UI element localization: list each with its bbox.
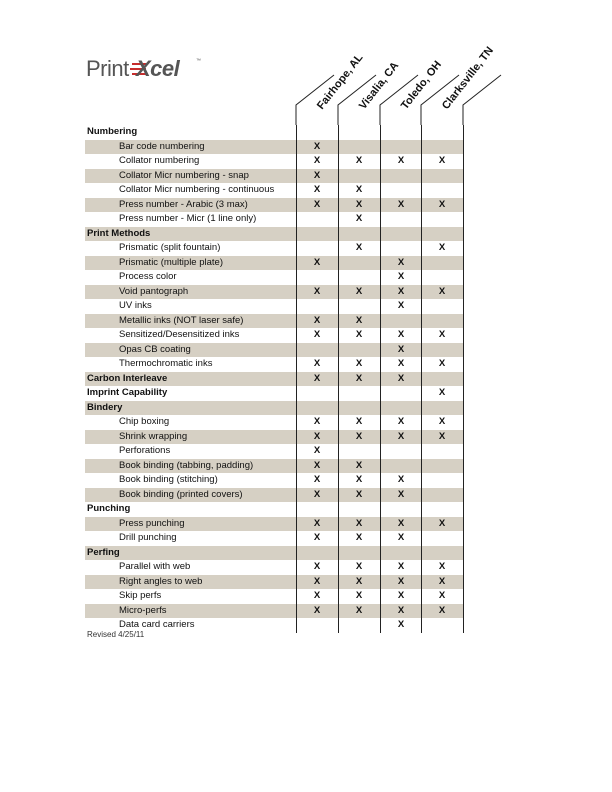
capability-mark: X (397, 358, 405, 369)
capability-mark: X (355, 474, 363, 485)
capability-mark: X (397, 198, 405, 210)
capability-mark: X (355, 242, 363, 253)
table-row (85, 212, 463, 227)
capability-mark: X (313, 517, 321, 529)
capability-mark: X (397, 561, 405, 572)
table-row (85, 285, 463, 300)
capability-mark: X (355, 488, 363, 500)
capability-mark: X (355, 285, 363, 297)
capability-mark: X (438, 590, 446, 601)
capability-mark: X (397, 619, 405, 630)
capability-mark: X (397, 474, 405, 485)
capability-mark: X (397, 590, 405, 601)
capability-mark: X (355, 575, 363, 587)
row-label: Void pantograph (119, 285, 189, 297)
location-header-lines (0, 0, 612, 140)
table-row (85, 154, 463, 169)
category-label: Bindery (87, 401, 123, 413)
logo-text-print: Print (86, 56, 129, 81)
capability-mark: X (313, 155, 321, 166)
category-label: Carbon Interleave (87, 372, 168, 384)
capability-mark: X (438, 517, 446, 529)
table-row (85, 256, 463, 271)
row-label: Process color (119, 271, 177, 282)
table-row (85, 343, 463, 358)
row-label: Drill punching (119, 532, 177, 543)
table-row (85, 473, 463, 488)
capability-mark: X (313, 445, 321, 456)
category-label: Print Methods (87, 227, 151, 239)
category-label: Imprint Capability (87, 387, 168, 398)
table-row (85, 169, 463, 184)
capability-mark: X (313, 285, 321, 297)
capability-mark: X (313, 532, 321, 543)
capability-mark: X (313, 604, 321, 616)
row-label: Collator numbering (119, 155, 200, 166)
capability-mark: X (397, 416, 405, 427)
logo-trademark: ™ (196, 58, 201, 64)
table-row (85, 459, 463, 474)
category-row (85, 227, 463, 242)
capability-mark: X (313, 329, 321, 340)
capability-mark: X (397, 285, 405, 297)
row-label: Chip boxing (119, 416, 170, 427)
capability-mark: X (313, 474, 321, 485)
capability-mark: X (355, 358, 363, 369)
location-headers (0, 0, 612, 140)
row-label: Perforations (119, 445, 171, 456)
capability-mark: X (397, 271, 405, 282)
capability-mark: X (397, 517, 405, 529)
table-row (85, 444, 463, 459)
capability-mark: X (397, 329, 405, 340)
capability-mark: X (355, 517, 363, 529)
capability-mark: X (313, 140, 321, 152)
row-label: Data card carriers (119, 619, 195, 630)
row-label: Prismatic (split fountain) (119, 242, 221, 253)
capability-mark: X (438, 242, 446, 253)
capability-mark: X (355, 416, 363, 427)
table-row (85, 241, 463, 256)
table-row (85, 575, 463, 590)
capability-mark: X (313, 459, 321, 471)
capability-mark: X (355, 590, 363, 601)
capability-mark: X (397, 430, 405, 442)
table-row (85, 517, 463, 532)
category-label: Perfing (87, 546, 120, 558)
table-row (85, 604, 463, 619)
capability-mark: X (397, 372, 405, 384)
capability-mark: X (313, 198, 321, 210)
capability-mark: X (355, 314, 363, 326)
capability-mark: X (355, 213, 363, 224)
row-label: Book binding (printed covers) (119, 488, 243, 500)
category-row (85, 125, 463, 140)
table-row (85, 328, 463, 343)
row-label: Opas CB coating (119, 343, 191, 355)
capability-mark: X (397, 300, 405, 311)
category-row (85, 386, 463, 401)
location-header: Fairhope, AL (314, 51, 366, 112)
table-row (85, 430, 463, 445)
capability-mark: X (355, 430, 363, 442)
table-row (85, 183, 463, 198)
capability-mark: X (313, 256, 321, 268)
capability-mark: X (438, 329, 446, 340)
row-label: Collator Micr numbering - snap (119, 169, 249, 181)
column-divider (463, 125, 464, 633)
table-row (85, 589, 463, 604)
capability-mark: X (355, 372, 363, 384)
row-label: Metallic inks (NOT laser safe) (119, 314, 244, 326)
row-label: Parallel with web (119, 561, 191, 572)
row-label: Book binding (tabbing, padding) (119, 459, 254, 471)
capability-mark: X (397, 532, 405, 543)
row-label: Shrink wrapping (119, 430, 188, 442)
row-label: Book binding (stitching) (119, 474, 218, 485)
row-label: Thermochromatic inks (119, 358, 213, 369)
capability-mark: X (397, 575, 405, 587)
category-row (85, 502, 463, 517)
capability-mark: X (355, 459, 363, 471)
table-row (85, 140, 463, 155)
capability-mark: X (397, 155, 405, 166)
capability-mark: X (438, 155, 446, 166)
capability-mark: X (355, 561, 363, 572)
row-label: Bar code numbering (119, 140, 205, 152)
category-row (85, 401, 463, 416)
capability-mark: X (438, 387, 446, 398)
row-label: Micro-perfs (119, 604, 167, 616)
capability-mark: X (313, 488, 321, 500)
row-label: Right angles to web (119, 575, 203, 587)
capability-mark: X (438, 604, 446, 616)
capability-mark: X (313, 430, 321, 442)
capability-mark: X (438, 561, 446, 572)
capability-mark: X (438, 416, 446, 427)
capability-mark: X (313, 575, 321, 587)
row-label: Press number - Micr (1 line only) (119, 213, 257, 224)
category-label: Numbering (87, 126, 138, 137)
capability-mark: X (397, 343, 405, 355)
capability-mark: X (438, 358, 446, 369)
category-label: Punching (87, 503, 131, 514)
capability-mark: X (355, 155, 363, 166)
column-divider (421, 125, 422, 633)
row-label: Sensitized/Desensitized inks (119, 329, 240, 340)
table-row (85, 357, 463, 372)
capability-mark: X (313, 358, 321, 369)
capability-mark: X (313, 372, 321, 384)
capability-mark: X (438, 285, 446, 297)
capability-mark: X (313, 590, 321, 601)
row-label: Press punching (119, 517, 185, 529)
column-divider (296, 125, 297, 633)
capability-mark: X (438, 430, 446, 442)
capability-mark: X (313, 169, 321, 181)
table-row (85, 314, 463, 329)
location-header: Toledo, OH (398, 58, 444, 112)
column-divider (380, 125, 381, 633)
table-row (85, 270, 463, 285)
column-divider (338, 125, 339, 633)
row-label: Collator Micr numbering - continuous (119, 184, 275, 195)
capability-mark: X (355, 198, 363, 210)
capability-mark: X (355, 329, 363, 340)
table-row (85, 198, 463, 213)
row-label: Prismatic (multiple plate) (119, 256, 223, 268)
capability-mark: X (313, 314, 321, 326)
capability-mark: X (397, 488, 405, 500)
category-row (85, 372, 463, 387)
table-row (85, 299, 463, 314)
table-row (85, 531, 463, 546)
row-label: UV inks (119, 300, 152, 311)
location-header: Clarksville, TN (439, 44, 497, 112)
capability-mark: X (313, 184, 321, 195)
table-row (85, 488, 463, 503)
row-label: Press number - Arabic (3 max) (119, 198, 248, 210)
capability-mark: X (355, 184, 363, 195)
logo-text-xcel: Xcel (136, 56, 180, 81)
capability-mark: X (355, 532, 363, 543)
capability-mark: X (438, 198, 446, 210)
capability-mark: X (397, 604, 405, 616)
capability-table (85, 125, 463, 633)
location-header: Visalia, CA (356, 59, 402, 112)
row-label: Skip perfs (119, 590, 162, 601)
table-row (85, 415, 463, 430)
table-row (85, 560, 463, 575)
category-row (85, 546, 463, 561)
capability-mark: X (313, 416, 321, 427)
capability-mark: X (397, 256, 405, 268)
capability-mark: X (438, 575, 446, 587)
capability-mark: X (313, 561, 321, 572)
capability-mark: X (355, 604, 363, 616)
revised-date: Revised 4/25/11 (87, 630, 145, 639)
